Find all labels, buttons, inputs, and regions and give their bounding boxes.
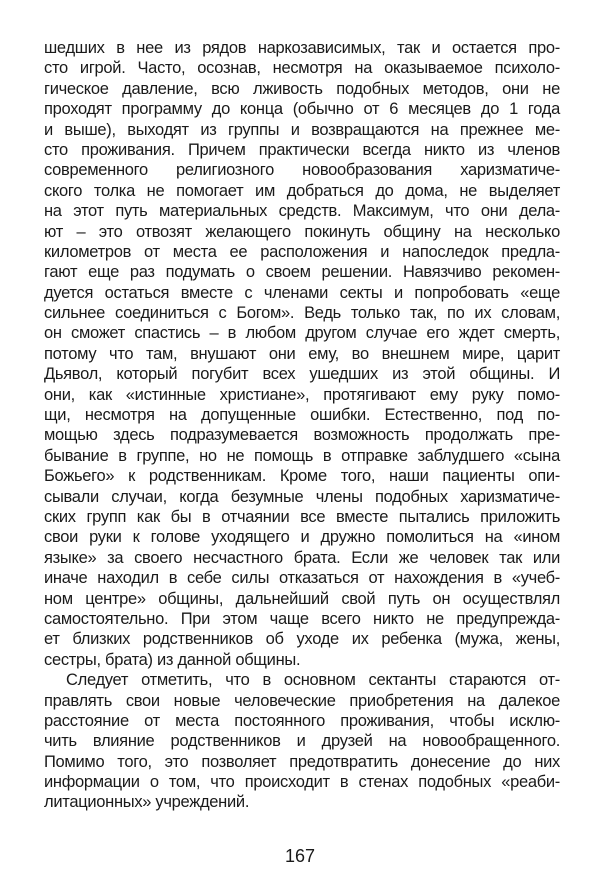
text-line: информации о том, что происходит в стенах подобных «реаби- bbox=[44, 773, 560, 792]
text-line: сильнее соединиться с Богом». Ведь только так, по их словам, bbox=[44, 304, 560, 323]
text-line: он сможет спастись – в любом другом случае его ждет смерть, bbox=[44, 324, 560, 343]
text-line: Божьего» к родственникам. Кроме того, наши пациенты опи- bbox=[44, 467, 560, 486]
text-line: Дьявол, который погубит всех ушедших из этой общины. И bbox=[44, 365, 560, 384]
paragraph bbox=[44, 670, 560, 813]
text-line: сестры, брата) из данной общины. bbox=[44, 650, 301, 669]
text-line: ют – это отвозят желающего покинуть общину на несколько bbox=[44, 222, 560, 241]
text-line: литационных» учреждений. bbox=[44, 793, 250, 812]
body-text bbox=[44, 38, 560, 813]
text-line: Следует отметить, что в основном сектанты стараются от- bbox=[66, 671, 560, 690]
text-line: бывание в группе, но не помощь в отправке заблудшего «сына bbox=[44, 446, 560, 465]
text-line: сывали случаи, когда безумные члены подобных харизматиче- bbox=[44, 487, 560, 506]
text-line: гают еще раз подумать о своем решении. Навязчиво рекомен- bbox=[44, 263, 560, 282]
text-line: сто проживания. Причем практически всегда никто из членов bbox=[44, 140, 560, 159]
text-line: сто игрой. Часто, осознав, несмотря на оказываемое психоло- bbox=[44, 59, 560, 78]
text-line: шедших в нее из рядов наркозависимых, так и остается про- bbox=[44, 39, 560, 57]
text-line: языке» за своего несчастного брата. Если же человек так или bbox=[44, 548, 560, 567]
text-line: ского толка не помогает им добраться до дома, не выделяет bbox=[44, 181, 560, 200]
text-line: километров от места ее расположения и напоследок предла- bbox=[44, 242, 560, 261]
text-line: проходят программу до конца (обычно от 6 месяцев до 1 года bbox=[44, 100, 560, 119]
text-line: расстояние от места постоянного проживания, чтобы исклю- bbox=[44, 711, 560, 730]
text-line: на этот путь материальных средств. Максимум, что они дела- bbox=[44, 202, 560, 221]
text-line: щи, несмотря на допущенные ошибки. Естественно, под по- bbox=[44, 406, 560, 425]
text-line: современного религиозного новообразования харизматиче- bbox=[44, 161, 560, 180]
text-line: Помимо того, это позволяет предотвратить донесение до них bbox=[44, 752, 560, 771]
text-line: иначе находил в себе силы отказаться от нахождения в «учеб- bbox=[44, 569, 560, 588]
text-line: дуется остаться вместе с членами секты и попробовать «еще bbox=[44, 283, 560, 302]
text-line: гическое давление, всю лживость подобных методов, они не bbox=[44, 79, 560, 98]
text-line: правлять свои новые человеческие приобретения на далекое bbox=[44, 691, 560, 710]
text-line: чить влияние родственников и друзей на новообращенного. bbox=[44, 732, 560, 751]
text-line: свои руки к голове уходящего и дружно помолиться на «ином bbox=[44, 528, 560, 547]
text-line: ет близких родственников об уходе их ребенка (мужа, жены, bbox=[44, 630, 560, 649]
page-number: 167 bbox=[284, 846, 316, 866]
text-line: потому что там, внушают они ему, во внешнем мире, царит bbox=[44, 344, 560, 363]
text-line: они, как «истинные христиане», протягивают ему руку помо- bbox=[44, 385, 560, 404]
text-line: ном центре» общины, дальнейший свой путь он осуществлял bbox=[44, 589, 560, 608]
text-line: самостоятельно. При этом чаще всего никто не предупрежда- bbox=[44, 609, 560, 628]
text-line: и выше), выходят из группы и возвращаются на прежнее ме- bbox=[44, 120, 560, 139]
text-line: мощью здесь подразумевается возможность продолжать пре- bbox=[44, 426, 560, 445]
text-line: ских групп как бы в отчаянии все вместе пытались приложить bbox=[44, 507, 560, 526]
paragraph bbox=[44, 38, 560, 670]
